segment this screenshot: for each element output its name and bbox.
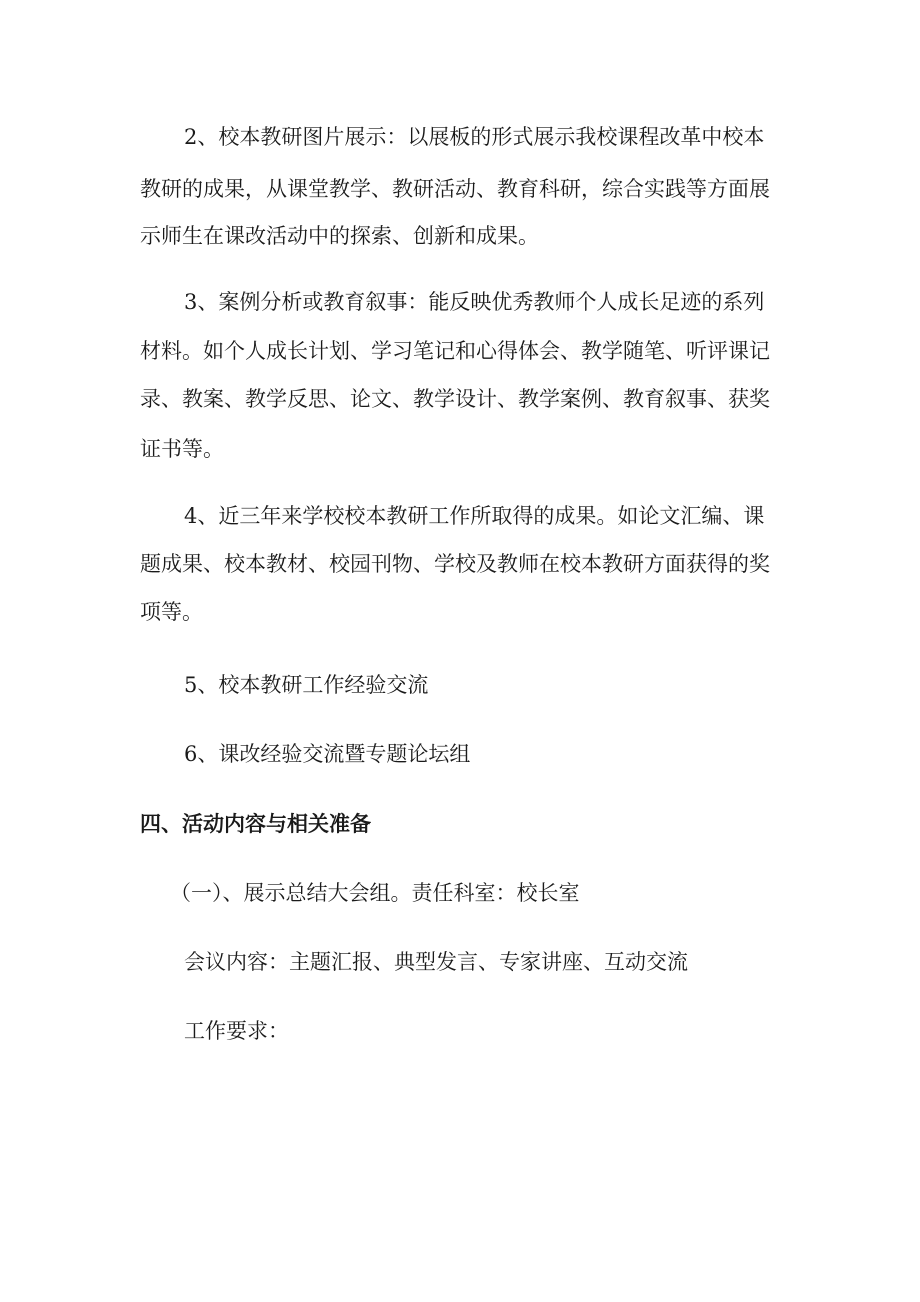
item-3-line-1: 3、案例分析或教育叙事：能反映优秀教师个人成长足迹的系列 xyxy=(184,290,765,314)
item-4-line-2: 题成果、校本教材、校园刊物、学校及教师在校本教研方面获得的奖 xyxy=(140,552,770,576)
section-heading: 四、活动内容与相关准备 xyxy=(140,811,371,836)
item-2-line-2: 教研的成果，从课堂教学、教研活动、教育科研，综合实践等方面展 xyxy=(140,177,770,201)
meeting-content-line: 会议内容：主题汇报、典型发言、专家讲座、互动交流 xyxy=(184,950,688,974)
item-6-line: 6、课改经验交流暨专题论坛组 xyxy=(184,742,471,766)
work-requirements-line: 工作要求： xyxy=(184,1019,289,1043)
item-3-line-3: 录、教案、教学反思、论文、教学设计、教学案例、教育叙事、获奖 xyxy=(140,387,770,411)
item-4-line-1: 4、近三年来学校校本教研工作所取得的成果。如论文汇编、课 xyxy=(184,504,765,528)
subsection-heading: （一）、展示总结大会组。责任科室：校长室 xyxy=(170,881,580,905)
item-2-line-1: 2、校本教研图片展示：以展板的形式展示我校课程改革中校本 xyxy=(184,125,765,149)
item-5-line: 5、校本教研工作经验交流 xyxy=(184,673,429,697)
item-4-line-3: 项等。 xyxy=(140,600,203,624)
item-3-line-2: 材料。如个人成长计划、学习笔记和心得体会、教学随笔、听评课记 xyxy=(140,339,770,363)
item-3-line-4: 证书等。 xyxy=(140,437,224,461)
item-2-line-3: 示师生在课改活动中的探索、创新和成果。 xyxy=(140,224,539,248)
